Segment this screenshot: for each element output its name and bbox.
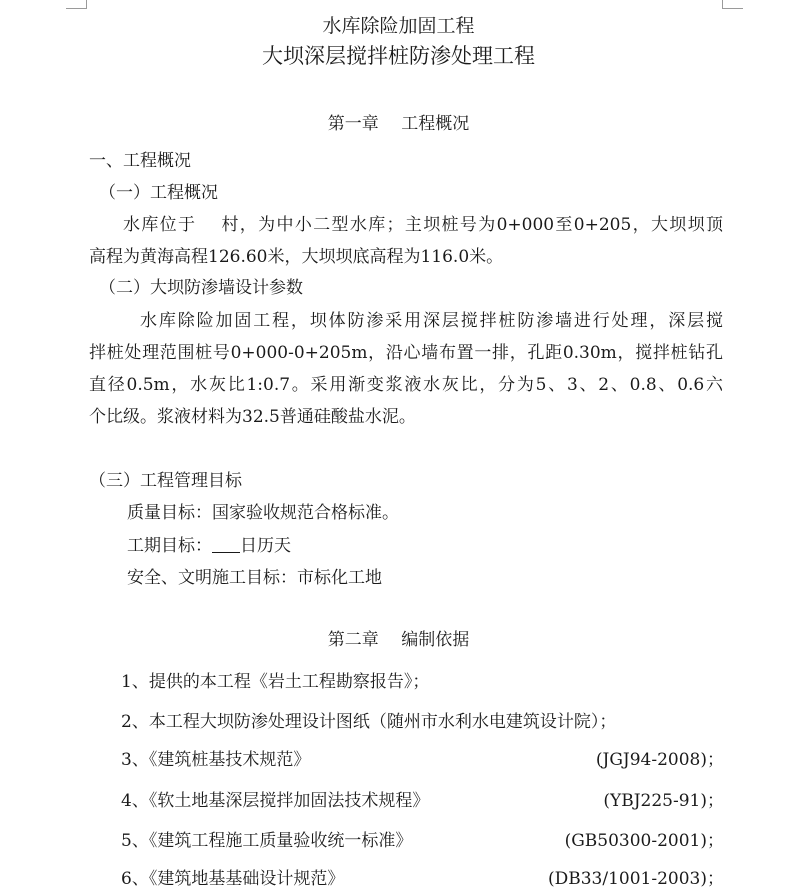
basis-item: 2、本工程大坝防渗处理设计图纸（随州市水利水电建筑设计院）； xyxy=(121,712,617,732)
crop-mark-top-left xyxy=(66,0,87,9)
section1-heading: 一、工程概况 xyxy=(89,151,191,171)
reference-code: (GB50300-2001)； xyxy=(564,831,724,851)
reference-row xyxy=(121,745,724,770)
reference-row xyxy=(121,826,724,851)
paragraph-line: 个比级。浆液材料为32.5普通硅酸盐水泥。 xyxy=(89,407,416,427)
basis-item: 1、提供的本工程《岩土工程勘察报告》； xyxy=(121,672,430,692)
paragraph-line: 水库除险加固工程，坝体防渗采用深层搅拌桩防渗墙进行处理，深层搅 xyxy=(140,311,723,331)
subsection3-heading: （三）工程管理目标 xyxy=(89,471,242,491)
blank-underline xyxy=(212,551,240,553)
subsection2-heading: （二）大坝防渗墙设计参数 xyxy=(99,278,303,298)
reference-title: 5、《建筑工程施工质量验收统一标准》 xyxy=(121,831,413,851)
reference-title: 3、《建筑桩基技术规范》 xyxy=(121,750,311,770)
quality-goal: 质量目标：国家验收规范合格标准。 xyxy=(127,503,399,523)
reference-row xyxy=(121,786,724,811)
schedule-goal xyxy=(127,531,291,556)
document-title-line2: 大坝深层搅拌桩防渗处理工程 xyxy=(262,44,535,68)
schedule-goal-label: 工期目标： xyxy=(127,536,212,556)
paragraph-line: 高程为黄海高程126.60米，大坝坝底高程为116.0米。 xyxy=(89,247,504,267)
reference-row xyxy=(121,864,724,889)
crop-mark-top-right xyxy=(722,0,743,9)
reference-code: (JGJ94-2008)； xyxy=(595,750,724,770)
paragraph-line: 直径0.5m，水灰比1:0.7。采用渐变浆液水灰比，分为5、3、2、0.8、0.6六 xyxy=(89,375,723,395)
document-title-line1: 水库除险加固工程 xyxy=(322,15,475,37)
reference-code: (DB33/1001-2003)； xyxy=(547,869,724,889)
schedule-goal-unit: 日历天 xyxy=(240,536,291,556)
reference-title: 4、《软土地基深层搅拌加固法技术规程》 xyxy=(121,791,430,811)
paragraph-line: 拌桩处理范围桩号0+000-0+205m，沿心墙布置一排，孔距0.30m，搅拌桩钻孔 xyxy=(89,343,723,363)
reference-code: (YBJ225-91)； xyxy=(603,791,724,811)
reference-title: 6、《建筑地基基础设计规范》 xyxy=(121,869,345,889)
chapter2-heading: 第二章 编制依据 xyxy=(327,630,470,650)
paragraph-line: 水库位于 村，为中小二型水库；主坝桩号为0+000至0+205，大坝坝顶 xyxy=(123,215,723,235)
subsection1-heading: （一）工程概况 xyxy=(99,183,218,203)
safety-goal: 安全、文明施工目标：市标化工地 xyxy=(127,568,382,588)
chapter1-heading: 第一章 工程概况 xyxy=(327,114,470,134)
